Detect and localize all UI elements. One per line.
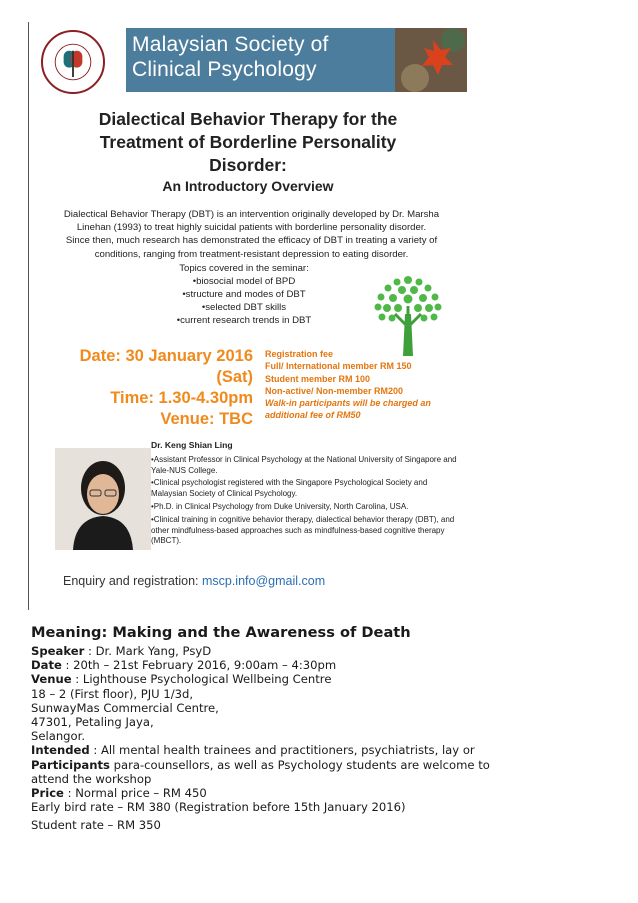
student-rate: Student rate – RM 350 [31,818,161,833]
fee-item: Student member RM 100 [265,373,371,384]
mscp-logo [41,30,105,94]
workshop-details [31,624,501,833]
price-row [31,786,501,800]
speaker-row [31,644,501,658]
workshop-heading: Meaning: Making and the Awareness of Death [31,624,411,641]
address-line: Selangor. [31,729,86,744]
speaker-bullet: •Clinical training in cognitive behavior therapy, dialectical behavior therapy (DBT), and other mindfulness-based approaches such as mindfulness-based cognitive therapy (MBCT). [151,514,455,546]
speaker-value: : Dr. Mark Yang, PsyD [84,644,212,658]
enquiry-line [63,574,325,588]
event-poster [28,22,467,610]
address-line: 47301, Petaling Jaya, [31,715,154,730]
participants-label: Participants [31,757,110,772]
poster-description [49,208,454,261]
enquiry-email-link[interactable]: mscp.info@gmail.com [201,574,326,588]
fee-heading: Registration fee [265,349,334,359]
event-date-block [41,346,253,430]
venue-label: Venue [31,672,72,687]
speaker-name: Dr. Keng Shian Ling [151,440,233,450]
participants-value: para-counsellors, as well as Psychology students are welcome to attend the workshop [31,757,490,786]
date-value: : 20th – 21st February 2016, 9:00am – 4:30pm [61,658,337,673]
intended-value: : All mental health trainees and practitioners, psychiatrists, lay or [89,743,475,758]
address-line: 18 – 2 (First floor), PJU 1/3d, [31,686,194,701]
venue-row [31,672,501,686]
society-banner [126,28,467,92]
speaker-label: Speaker [31,644,85,658]
poster-title [29,108,467,177]
poster-subtitle: An Introductory Overview [162,178,334,194]
walkin-note: additional fee of RM50 [265,410,361,421]
price-value: : Normal price – RM 450 [63,786,207,801]
topic-item: •biosocial model of BPD [192,276,296,287]
speaker-bullet: •Assistant Professor in Clinical Psychology at the National University of Singapore and Yale-NUS College. [151,454,457,475]
desc-line: conditions, ranging from treatment-resistant depression to eating disorder. [94,248,409,260]
intended-label: Intended [31,743,90,758]
banner-line-2: Clinical Psychology [132,58,317,81]
desc-line: Since then, much research has demonstrated the efficacy of DBT in treating a variety of [65,235,438,247]
topics-heading: Topics covered in the seminar: [179,263,309,274]
speaker-bullet: •Ph.D. in Clinical Psychology from Duke University, North Carolina, USA. [151,501,409,511]
title-line-3: Disorder: [209,155,287,175]
desc-line: Dialectical Behavior Therapy (DBT) is an intervention originally developed by Dr. Marsha [63,209,440,220]
event-time: Time: 1.30-4.30pm [110,389,253,407]
desc-line: Linehan (1993) to treat highly suicidal patients with borderline personality disorder. [76,222,427,234]
logo-emblem-icon [43,32,103,92]
speaker-bullet: •Clinical psychologist registered with the Singapore Psychological Society and Malaysian Society of Clinical Psychology. [151,478,428,499]
topic-item: •selected DBT skills [201,302,287,313]
walkin-note: Walk-in participants will be charged an [265,398,431,409]
topic-item: •structure and modes of DBT [182,289,306,300]
date-label: Date [31,658,62,673]
fee-item: Non-active/ Non-member RM200 [265,385,404,396]
intended-row [31,743,501,757]
price-label: Price [31,786,64,801]
participants-row [31,758,501,786]
event-venue: Venue: TBC [160,410,253,428]
seminar-topics [139,262,349,327]
registration-fees [265,348,465,422]
title-line-2: Treatment of Borderline Personality [99,132,397,152]
speaker-bio [151,440,463,549]
event-date: Date: 30 January 2016 (Sat) [79,347,253,386]
autumn-leaves-image [395,28,467,92]
fee-item: Full/ International member RM 150 [265,361,412,372]
date-row [31,658,501,672]
green-tree-icon [367,270,449,360]
venue-value: : Lighthouse Psychological Wellbeing Centre [71,672,332,687]
enquiry-label: Enquiry and registration: [63,574,202,588]
topic-item: •current research trends in DBT [176,315,312,326]
speaker-photo [55,448,151,550]
early-bird-rate: Early bird rate – RM 380 (Registration before 15th January 2016) [31,800,406,815]
banner-line-1: Malaysian Society of [132,33,329,56]
address-line: SunwayMas Commercial Centre, [31,700,219,715]
title-line-1: Dialectical Behavior Therapy for the [98,109,398,129]
